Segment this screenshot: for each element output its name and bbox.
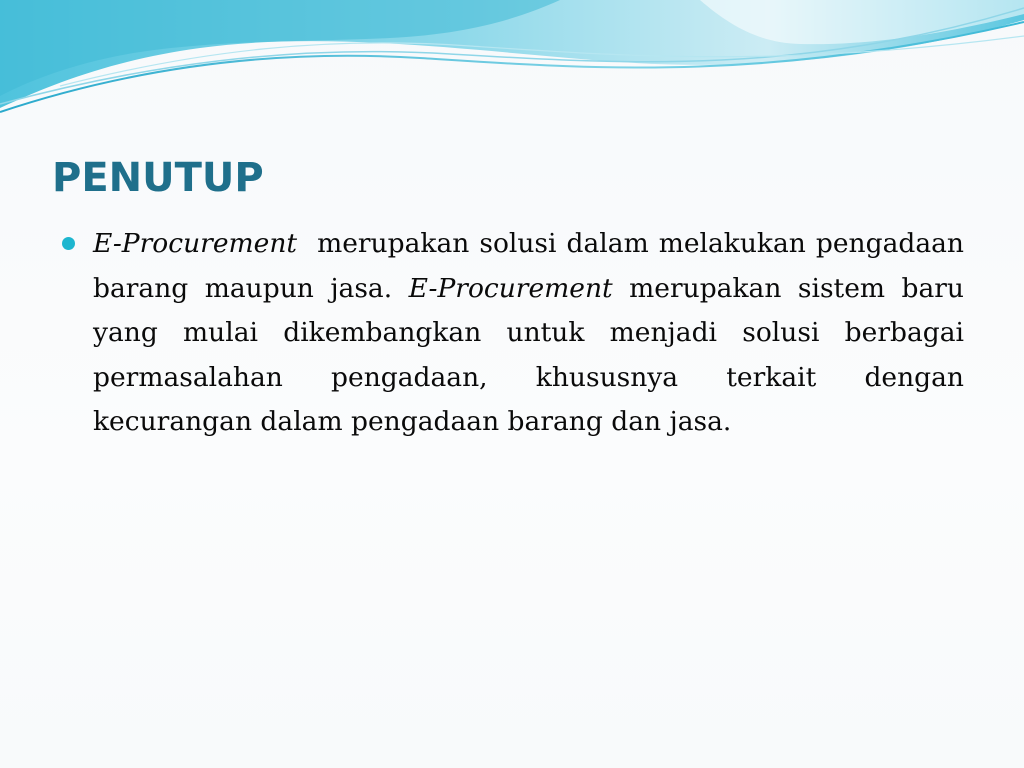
bullet-text — [93, 222, 973, 445]
bullet-dot-icon — [62, 237, 75, 250]
wave-header-decoration — [0, 0, 1024, 130]
slide-title: PENUTUP — [52, 155, 264, 201]
term-e-procurement: E-Procurement — [93, 228, 298, 259]
bullet-item — [62, 222, 973, 445]
term-e-procurement: E-Procurement — [408, 272, 613, 304]
slide-content — [62, 222, 973, 445]
bullet-text-part: merupakan solusi dalam melakukan pengadaan barang maupun jasa. — [93, 228, 973, 304]
bullet-text-part: merupakan sistem baru yang mulai dikembangkan untuk menjadi solusi berbagai permasalahan pengadaan, khususnya terkait dengan kecurangan dalam pengadaan barang dan jasa. — [93, 272, 965, 437]
